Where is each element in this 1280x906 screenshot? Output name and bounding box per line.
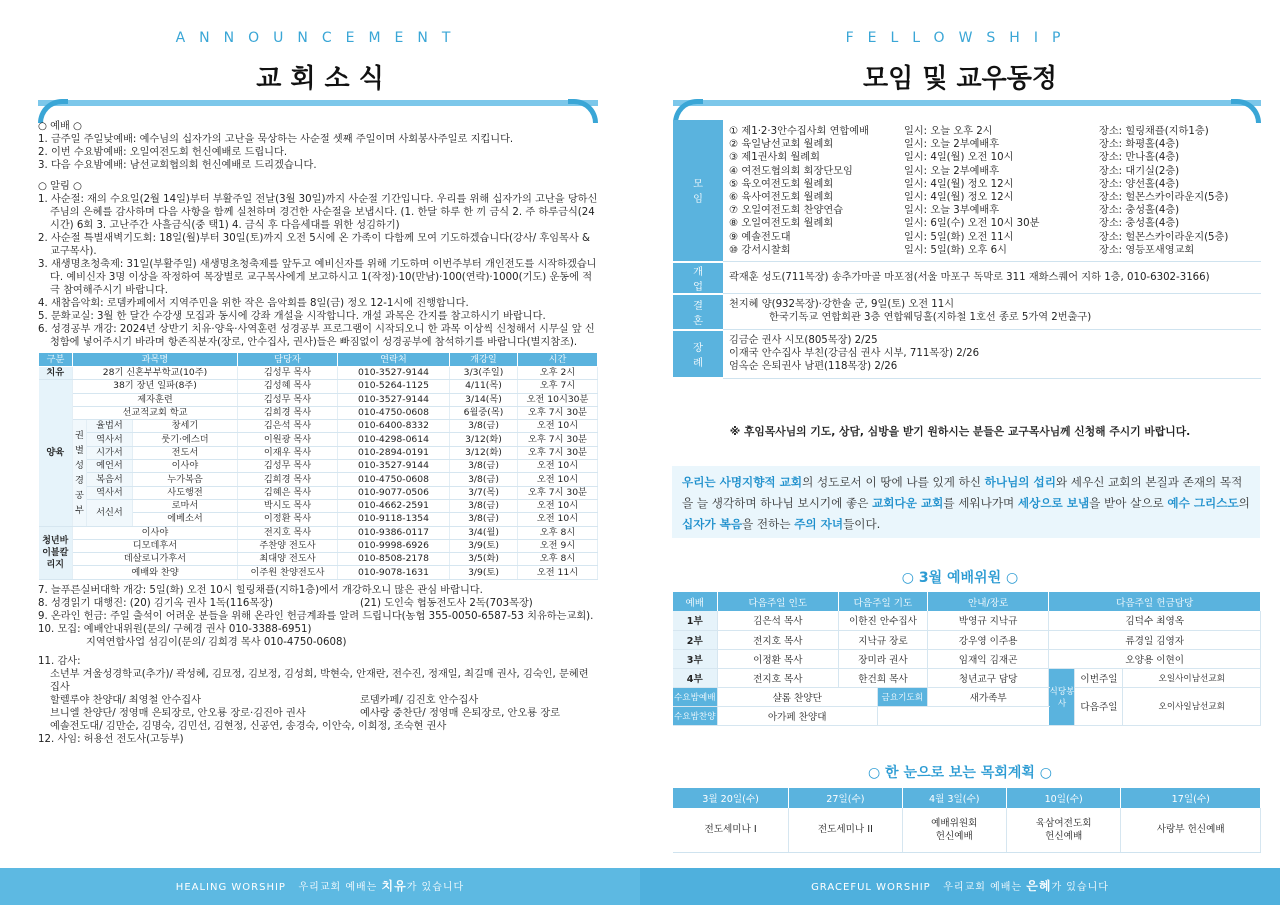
meeting-row: ③ 제1권사회 월례회 일시: 4일(월) 오전 10시 장소: 만나홀(4층) [729, 152, 1180, 164]
cell: 오후 7시 30분 [518, 433, 598, 446]
notice-item: 5. 문화교실: 3월 한 달간 수강생 모집과 동시에 강좌 개설을 시작합니다. 개설 과목은 간지를 참고하시기 바랍니다. [38, 311, 546, 322]
cell: 김성무 목사 [238, 367, 338, 380]
col-header: 27일(수) [789, 788, 902, 808]
label-opening: 개업 [673, 262, 723, 294]
footer-eng: GRACEFUL WORSHIP [811, 882, 931, 893]
cell: 김희경 목사 [238, 473, 338, 486]
cell: 박시도 목사 [238, 499, 338, 512]
worship-committee-table [673, 592, 1261, 726]
cell: 3/12(화) [450, 433, 518, 446]
cell: 오후 8시 [518, 553, 598, 566]
thanks-row [38, 707, 598, 720]
announcement-page [0, 0, 640, 905]
cell: 3/8(금) [450, 513, 518, 526]
funeral-line: 김금순 권사 시모(805목장) 2/25 [729, 335, 878, 347]
thanks-item: 브니엘 찬양단/ 정영매 은퇴장로, 안오룡 장로·김진아 권사 [50, 707, 306, 719]
pastor-notice: ※ 후임목사님의 기도, 상담, 심방을 받기 원하시는 분들은 교구목사님께 신청해 주시기 바랍니다. [729, 425, 1191, 438]
table-row: 1부 김은석 목사 이한진 안수집사 박영규 지낙규 김덕수 최영옥 [673, 611, 1261, 630]
cell: 이재우 목사 [238, 446, 338, 459]
table-row [39, 473, 598, 486]
notice-item: 12. 사임: 허용선 전도사(고등부) [38, 733, 184, 745]
notice-item: 10. 모집: 예배안내위원(문의/ 구혜경 권사 010-3388-6951) [38, 623, 312, 635]
footer-text-end: 가 있습니다 [406, 882, 465, 893]
cell: 3/8(금) [450, 473, 518, 486]
meeting-row: ⑩ 강서시찰회 일시: 5일(화) 오후 6시 장소: 영등포새영교회 [729, 244, 1195, 256]
cell: 오전 10시 [518, 460, 598, 473]
plan-cell: 전도세미나 II [789, 808, 902, 852]
table-row [39, 446, 598, 459]
thanks-item: 예솔전도대/ 김만순, 김명숙, 김민선, 김현정, 신공연, 송경숙, 이안숙, 이희정, 조숙현 권사 [50, 720, 447, 732]
cell: 3/9(토) [450, 539, 518, 552]
thanks-item: 소년부 겨울성경학교(추가)/ 곽성혜, 김묘정, 김보정, 김성희, 박현숙, 안재란, 전수진, 정재일, 최길매 권사, 김숙인, 문혜련 집사 [50, 668, 589, 693]
cell: 3/12(화) [450, 446, 518, 459]
table-row [39, 406, 598, 419]
plan-cell: 사랑부 헌신예배 [1121, 808, 1261, 852]
footer-text: 우리교회 예배는 [298, 882, 378, 893]
cell: 010-9078-1631 [338, 566, 450, 579]
cell: 010-4298-0614 [338, 433, 450, 446]
cell: 010-6400-8332 [338, 420, 450, 433]
table-row: 3부 이정환 목사 장미라 권사 임재익 김재곤 오양용 이현이 [673, 649, 1261, 668]
footer-highlight: 은혜 [1026, 879, 1052, 893]
cell: 누가복음 [133, 473, 238, 486]
table-row [39, 380, 598, 393]
table-row [39, 393, 598, 406]
cell: 6월중(목) [450, 406, 518, 419]
plan-cell: 육삼여전도회 헌신예배 [1006, 808, 1121, 852]
cell: 김희경 목사 [238, 406, 338, 419]
opening-text: 곽재훈 성도(711목장) 송추가마골 마포점(서울 마포구 독막로 311 재화스퀘어 지하 1층, 010-6302-3166) [723, 262, 1261, 294]
table-row [39, 420, 598, 433]
notice-item-8 [38, 597, 598, 610]
plan-cell: 예배위원회 헌신예배 [902, 808, 1006, 852]
thanks-item: 할렐루야 찬양대/ 최영철 안수집사 [50, 694, 201, 706]
table-row [39, 566, 598, 579]
cell: 010-9386-0117 [338, 526, 450, 539]
cell: 오전 10시 [518, 513, 598, 526]
meeting-row: ⑨ 예솔전도대 일시: 5일(화) 오전 11시 장소: 헐몬스카이라운지(5층) [729, 231, 1229, 243]
cell: 오전 10시30분 [518, 393, 598, 406]
funeral-info [723, 330, 1261, 379]
cell: 선교적교회 학교 [73, 406, 238, 419]
cell: 오전 9시 [518, 539, 598, 552]
section-eng-title: ANNOUNCEMENT [175, 30, 465, 46]
meeting-row: ⑥ 육사여전도회 월례회 일시: 4일(월) 정오 12시 장소: 헐몬스카이라운지(5층) [729, 192, 1229, 204]
cell: 데살로니가후서 [73, 553, 238, 566]
notice-item: 4. 새참음악회: 로뎀카페에서 지역주민을 위한 작은 음악회를 8일(금) 정오 12-1시에 진행합니다. [38, 298, 469, 309]
meeting-row: ⑦ 오일여전도회 찬양연습 일시: 오늘 3부예배후 장소: 충성홀(4층) [729, 205, 1180, 217]
vision-statement: 우리는 사명지향적 교회의 성도로서 이 땅에 나를 있게 하신 하나님의 섭리와 세우신 교회의 본질과 존재의 목적을 늘 생각하며 하나님 보시기에 좋은 교회다운 교회를 세워나가며 세상으로 보냄을 받아 살으로 예수 그리스도의 십자가 복음을 전하는 주의 자녀들이다. [672, 466, 1260, 538]
meeting-row: ② 육일남선교회 월례회 일시: 오늘 2부예배후 장소: 화평홀(4층) [729, 139, 1180, 151]
wedding-info [723, 294, 1261, 330]
table-row: 수요밤찬양 아가페 찬양대 [673, 706, 1261, 725]
worship-item: 3. 다음 수요밤예배: 남선교회협의회 헌신예배로 드리겠습니다. [38, 160, 317, 171]
meeting-row: ① 제1·2·3안수집사회 연합예배 일시: 오늘 오후 2시 장소: 힐링채플(지하1층) [729, 126, 1209, 137]
cell: 김성혜 목사 [238, 380, 338, 393]
notice-item: 3. 새생명초청축제: 31일(부활주일) 새생명초청축제를 앞두고 예비신자를 위해 기도하며 이번주부터 개인전도를 시작하겠습니다. 예비신자 3명 이상을 작정하여 목장별로 교구목사에게 보고하시고 1(작정)·10(만남)·100(연락)·1000(기도) 운동에 적극 참여해주시기 바랍니다. [38, 259, 597, 296]
notice-item: 7. 늘푸른실버대학 개강: 5일(화) 오전 10시 힐링채플(지하1층)에서 개강하오니 많은 관심 바랍니다. [38, 584, 483, 596]
notice-item: 1. 사순절: 재의 수요일(2월 14일)부터 부활주일 전날(3월 30일)까지 사순절 기간입니다. 우리를 위해 십자가의 고난을 당하신 주님의 은혜를 감사하며 다음 사항을 함께 실천하며 경건한 사순절을 보냅시다. (1. 한달 하루 한 끼 금식 2. 주 하루금식(24시간) 6회 3. 고난주간 사흘금식(중 택1) 4. 금식 후 다음세대를 위한 성김하기) [38, 194, 598, 231]
group-cell: 치유 [39, 367, 73, 380]
cell: 오후 7시 30분 [518, 486, 598, 499]
meeting-row: ④ 여전도협의회 회장단모임 일시: 오늘 2부예배후 장소: 대기실(2층) [729, 165, 1180, 177]
col-header: 연락처 [338, 353, 450, 367]
notice-item: 2. 사순절 특별새벽기도회: 18일(월)부터 30일(토)까지 오전 5시에 온 가족이 다함께 모여 기도하겠습니다(강사/ 후임목사 &교구목사). [38, 233, 590, 257]
table-row [39, 433, 598, 446]
cell: 3/14(목) [450, 393, 518, 406]
cell: 오후 7시 30분 [518, 406, 598, 419]
cell: 이주원 찬양전도사 [238, 566, 338, 579]
col-header: 담당자 [238, 353, 338, 367]
label-meetings: 모임 [673, 120, 723, 262]
cell: 오후 7시 [518, 380, 598, 393]
col-header: 다음주일 기도 [839, 592, 928, 611]
cell: 시가서 [87, 446, 133, 459]
cell: 010-5264-1125 [338, 380, 450, 393]
worship-committee-title: ○ 3월 예배위원 ○ [901, 570, 1019, 586]
subgroup-cell: 권별성경공부 [73, 420, 87, 526]
funeral-line: 엄옥순 은퇴권사 남편(118목장) 2/26 [729, 361, 898, 373]
cell: 룻기·에스더 [133, 433, 238, 446]
cell: 010-3527-9144 [338, 367, 450, 380]
cell: 사도행전 [133, 486, 238, 499]
cell: 010-4750-0608 [338, 406, 450, 419]
notice-heading: ○ 알림 ○ [38, 181, 82, 192]
table-row [673, 808, 1261, 852]
col-header: 17일(수) [1121, 788, 1261, 808]
cell: 오전 10시 [518, 473, 598, 486]
cell: 오전 10시 [518, 420, 598, 433]
cell: 3/5(화) [450, 553, 518, 566]
footer-banner [640, 868, 1280, 905]
footer-text: 우리교회 예배는 [943, 882, 1023, 893]
cell: 서신서 [87, 499, 133, 526]
bible-study-table [38, 352, 598, 580]
worship-item: 2. 이번 수요밤예배: 오일여전도회 헌신예배로 드립니다. [38, 147, 288, 158]
cell: 오전 10시 [518, 499, 598, 512]
cell: 이사야 [133, 460, 238, 473]
thanks-row [38, 694, 598, 707]
wedding-line: 천지혜 양(932목장)·강한솔 군, 9일(토) 오전 11시 [729, 299, 955, 311]
cell: 3/4(월) [450, 526, 518, 539]
cell: 김성무 목사 [238, 460, 338, 473]
page-title: 모임 및 교우동정 [863, 64, 1057, 94]
cell: 역사서 [87, 486, 133, 499]
funeral-line: 이재국 안수집사 부친(강금심 권사 시부, 711목장) 2/26 [729, 348, 980, 360]
cell: 역사서 [87, 433, 133, 446]
cell: 예배와 찬양 [73, 566, 238, 579]
thanks-item: 예사랑 중찬단/ 정영매 은퇴장로, 안오룡 장로 [360, 707, 561, 719]
col-header: 다음주일 헌금담당 [1049, 592, 1261, 611]
table-row [39, 539, 598, 552]
cell: 010-9118-1354 [338, 513, 450, 526]
notice-item: 9. 온라인 헌금: 주일 출석이 어려운 분들을 위해 온라인 헌금계좌를 알려 드립니다(농협 355-0050-6587-53 치유하는교회). [38, 610, 594, 622]
footer-text-end: 가 있습니다 [1051, 882, 1109, 893]
cell: 010-3527-9144 [338, 460, 450, 473]
cell: 오전 11시 [518, 566, 598, 579]
col-header: 10일(수) [1006, 788, 1121, 808]
col-header: 과목명 [73, 353, 238, 367]
cell: 오후 8시 [518, 526, 598, 539]
header-bar [38, 100, 598, 106]
cell: 이사야 [73, 526, 238, 539]
cell: 제자훈련 [73, 393, 238, 406]
label-funeral: 장례 [673, 330, 723, 379]
pastoral-plan-table [673, 788, 1261, 853]
col-header: 3월 20일(수) [673, 788, 789, 808]
announcement-body [38, 120, 598, 746]
cell: 이원광 목사 [238, 433, 338, 446]
cell: 김은석 목사 [238, 420, 338, 433]
cell: 오후 2시 [518, 367, 598, 380]
table-row [39, 553, 598, 566]
col-header: 안내/장로 [927, 592, 1049, 611]
cell: 3/8(금) [450, 420, 518, 433]
section-eng-title: FELLOWSHIP [845, 30, 1075, 46]
cell: 010-9077-0506 [338, 486, 450, 499]
cell: 4/11(목) [450, 380, 518, 393]
page-title: 교 회 소 식 [256, 64, 384, 94]
cell: 010-3527-9144 [338, 393, 450, 406]
group-cell: 청년바이블칼리지 [39, 526, 73, 579]
cell: 010-9998-6926 [338, 539, 450, 552]
table-row [39, 499, 598, 512]
pastoral-plan-title: ○ 한 눈으로 보는 목회계획 ○ [867, 765, 1053, 781]
fellowship-table [673, 120, 1261, 379]
notice-item: 6. 성경공부 개강: 2024년 상반기 치유·양육·사역훈련 성경공부 프로그램이 시작되오니 한 과목 이상씩 신청해서 시무실 앞 신청함에 넣어주시기 바라며 항존직분자(장로, 안수집사, 권사)들은 빠짐없이 성경공부에 참석하기를 바랍니다(별지참조). [38, 324, 595, 348]
cell: 최대양 전도사 [238, 553, 338, 566]
cell: 에베소서 [133, 513, 238, 526]
footer-eng: HEALING WORSHIP [175, 882, 286, 893]
col-header: 시간 [518, 353, 598, 367]
table-row: 4부 전지호 목사 한건희 목사 청년교구 담당 식당봉사 이번주일 오일사이남선교회 [673, 668, 1261, 687]
table-row: 수요밤예배 샬롬 찬양단 금요기도회 새가족부 다음주일 오이사일남선교회 [673, 687, 1261, 706]
cell: 010-4750-0608 [338, 473, 450, 486]
cell: 전도서 [133, 446, 238, 459]
col-header: 다음주일 인도 [717, 592, 839, 611]
table-row: 2부 전지호 목사 지낙규 장로 강우영 이주용 류경일 김영자 [673, 630, 1261, 649]
notice-item: 지역연합사업 섬김이(문의/ 김희경 목사 010-4750-0608) [86, 636, 347, 648]
meeting-row: ⑤ 육오여전도회 월례회 일시: 4일(월) 정오 12시 장소: 양선홀(4층) [729, 178, 1180, 190]
footer-highlight: 치유 [381, 879, 407, 893]
plan-cell: 전도세미나 I [673, 808, 789, 852]
col-header: 구분 [39, 353, 73, 367]
cell: 오후 7시 30분 [518, 446, 598, 459]
cell: 예언서 [87, 460, 133, 473]
header-bar [673, 100, 1261, 106]
cell: 010-4662-2591 [338, 499, 450, 512]
notice-item: (21) 도인숙 협동전도사 2독(703목장) [360, 597, 533, 609]
col-header: 예배 [673, 592, 717, 611]
col-header: 개강일 [450, 353, 518, 367]
cell: 전지호 목사 [238, 526, 338, 539]
col-header: 4월 3일(수) [902, 788, 1006, 808]
group-cell: 양육 [39, 380, 73, 526]
thanks-item: 로뎀카페/ 김진호 안수집사 [360, 694, 479, 706]
cell: 3/7(목) [450, 486, 518, 499]
wedding-line: 한국기독교 연합회관 3층 연합웨딩홀(지하철 1호선 종로 5가역 2번출구) [769, 312, 1092, 324]
notice-item: 8. 성경읽기 대행진: (20) 김기옥 권사 1독(116목장) [38, 597, 273, 609]
label-wedding: 결혼 [673, 294, 723, 330]
cell: 로마서 [133, 499, 238, 512]
thanks-heading: 11. 감사: [38, 655, 81, 667]
table-row [39, 486, 598, 499]
cell: 주찬양 전도사 [238, 539, 338, 552]
cell: 28기 신혼부부학교(10주) [73, 367, 238, 380]
cell: 38기 장년 일파(8주) [73, 380, 238, 393]
table-row [39, 367, 598, 380]
fellowship-page [640, 0, 1280, 905]
cell: 010-2894-0191 [338, 446, 450, 459]
cell: 이정환 목사 [238, 513, 338, 526]
table-row [39, 460, 598, 473]
meeting-row: ⑧ 오일여전도회 월례회 일시: 6일(수) 오전 10시 30분 장소: 충성홀(4층) [729, 218, 1180, 230]
cell: 율법서 [87, 420, 133, 433]
cell: 창세기 [133, 420, 238, 433]
worship-heading: ○ 예배 ○ [38, 121, 82, 132]
cell: 디모데후서 [73, 539, 238, 552]
cell: 복음서 [87, 473, 133, 486]
cell: 3/8(금) [450, 499, 518, 512]
footer-banner [0, 868, 640, 905]
cell: 3/8(금) [450, 460, 518, 473]
table-row [39, 526, 598, 539]
cell: 010-8508-2178 [338, 553, 450, 566]
cell: 김혜은 목사 [238, 486, 338, 499]
meetings-list [723, 120, 1261, 262]
cell: 3/3(주일) [450, 367, 518, 380]
cell: 3/9(토) [450, 566, 518, 579]
cell: 김성무 목사 [238, 393, 338, 406]
worship-item: 1. 금주일 주일낮예배: 예수님의 십자가의 고난을 묵상하는 사순절 셋째 주일이며 사회봉사주일로 지킵니다. [38, 134, 514, 145]
